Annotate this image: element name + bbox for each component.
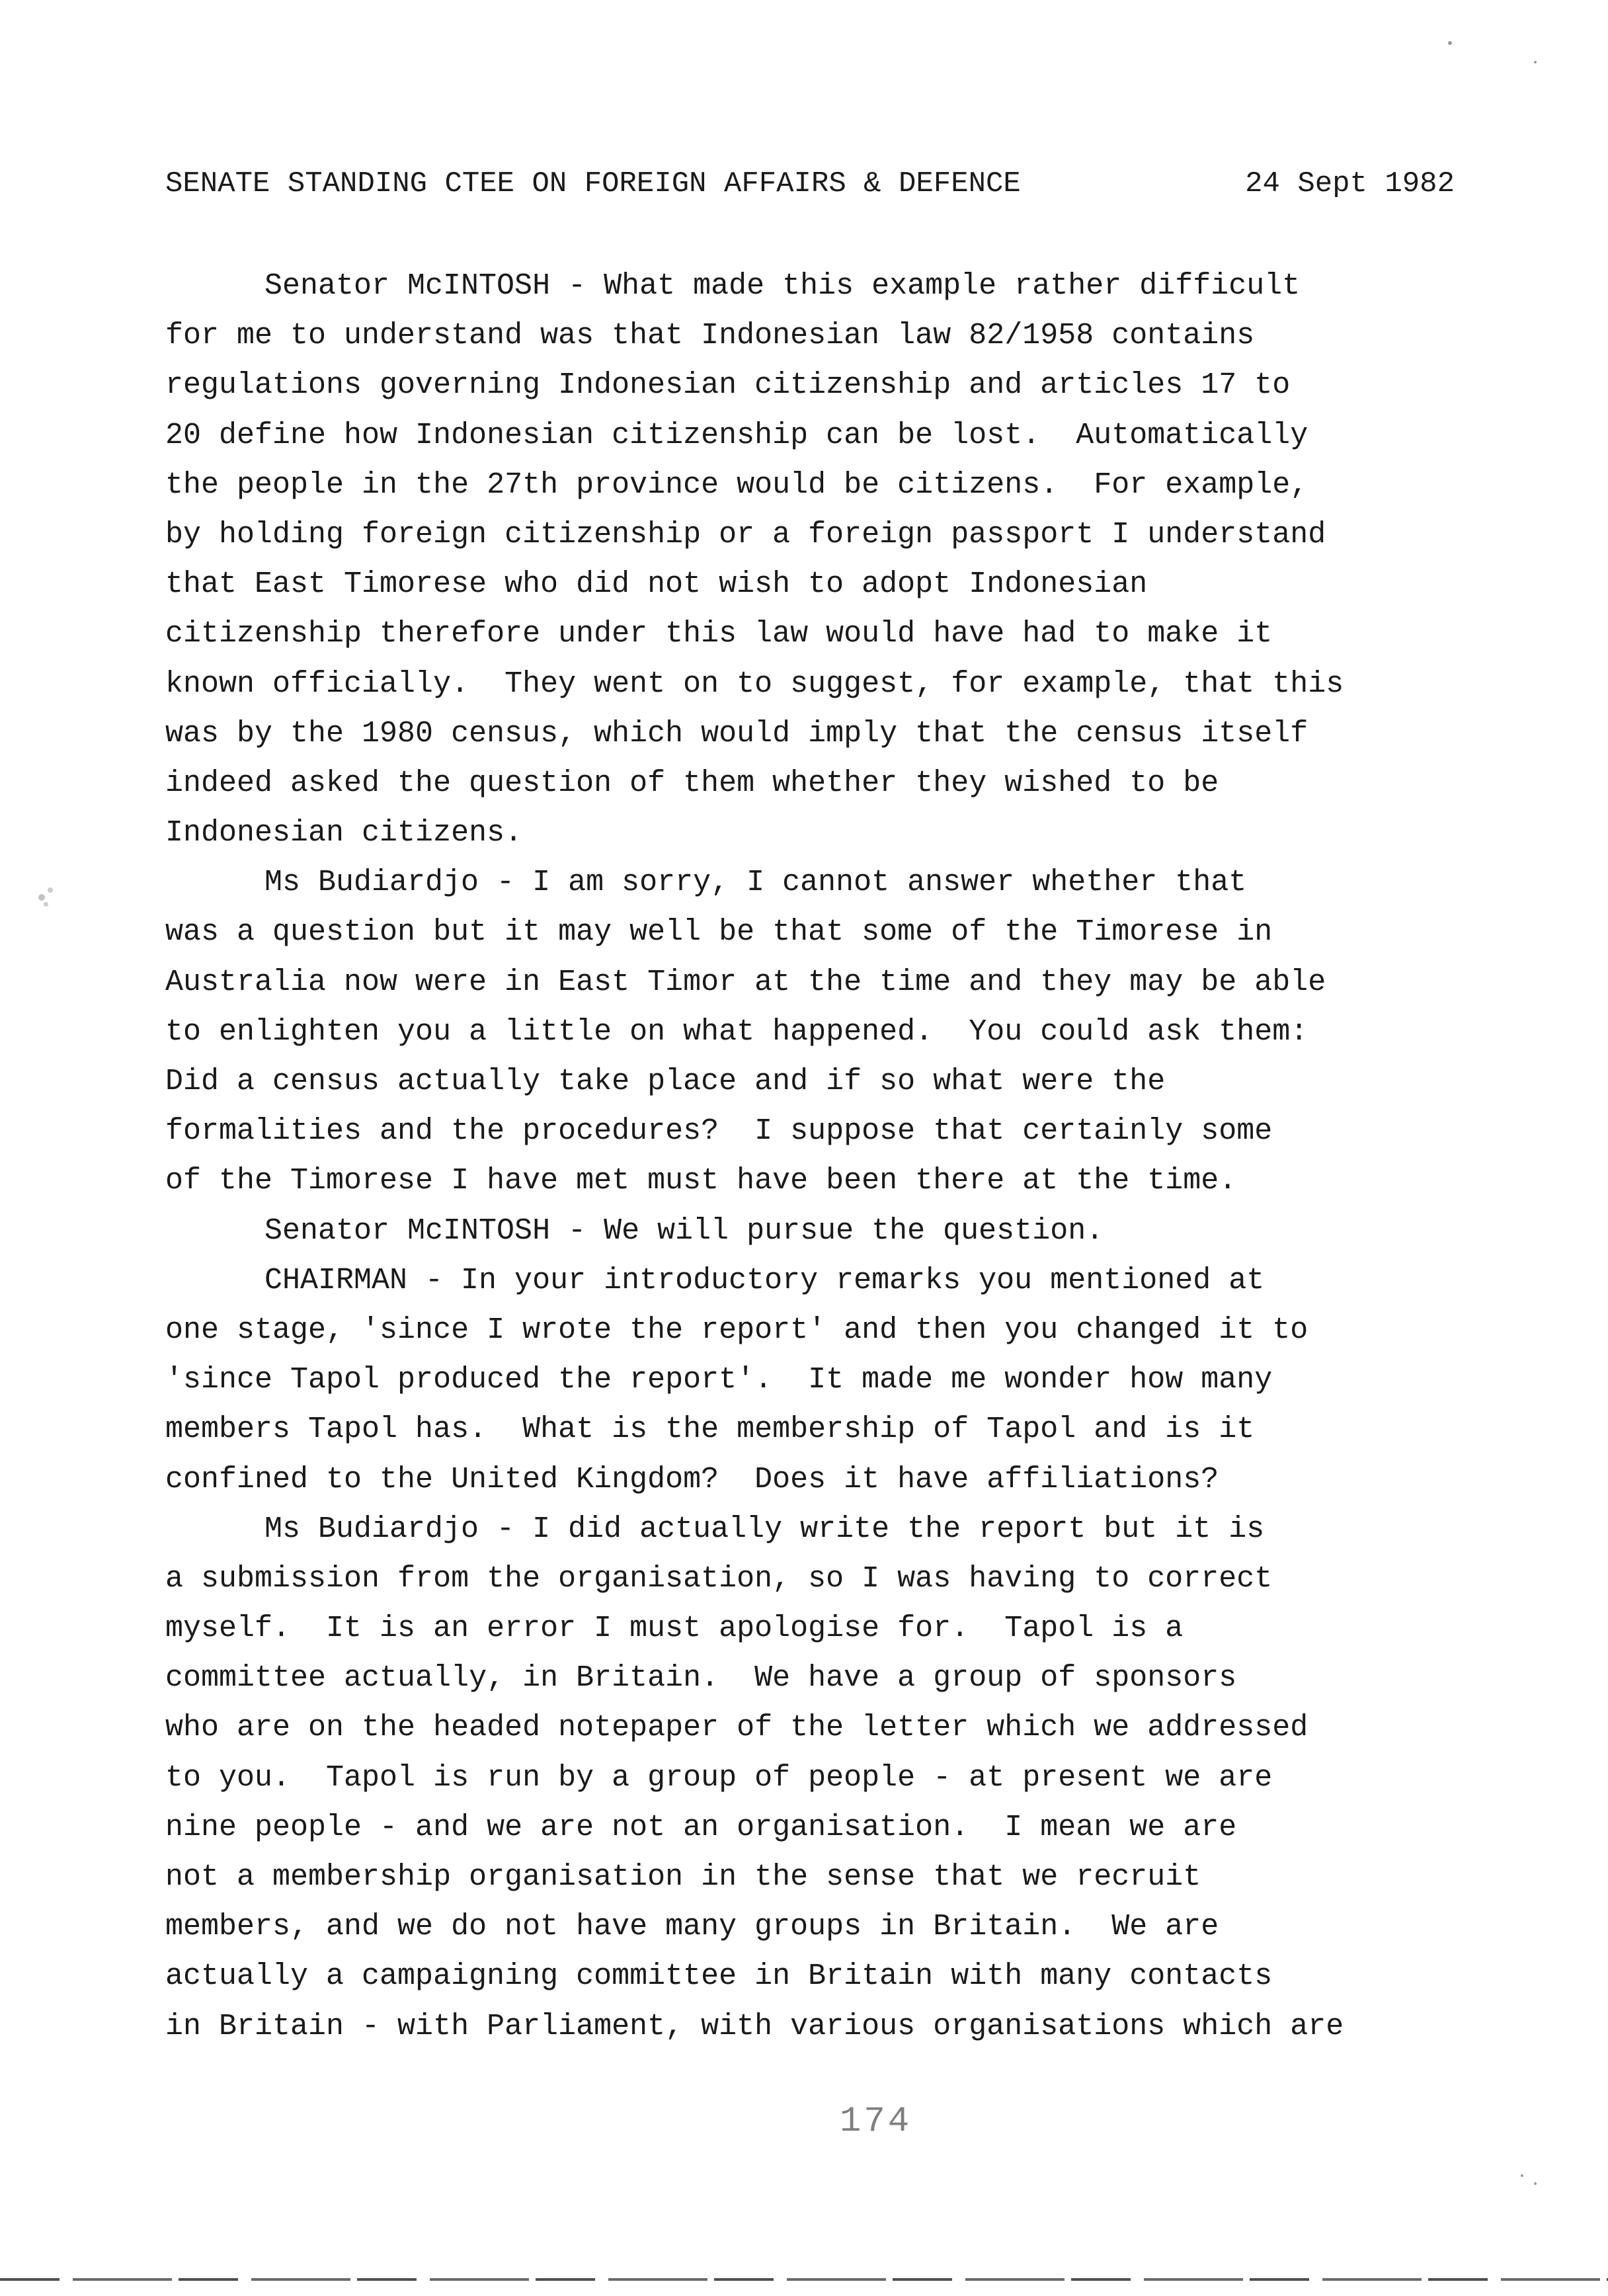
text-line: the people in the 27th province would be citizens. For example, [165,468,1308,502]
text-line: for me to understand was that Indonesian law 82/1958 contains [165,319,1255,353]
text-line: CHAIRMAN - In your introductory remarks you mentioned at [264,1263,1265,1297]
text-line: formalities and the procedures? I suppose that certainly some [165,1114,1273,1149]
scan-speck [44,902,48,907]
scan-speck [38,894,45,901]
text-line: known officially. They went on to suggest, for example, that this [165,667,1344,701]
text-line: members, and we do not have many groups in Britain. We are [165,1910,1219,1944]
text-line: was by the 1980 census, which would imply that the census itself [165,716,1308,751]
text-line: myself. It is an error I must apologise for. Tapol is a [165,1612,1184,1646]
text-line: 'since Tapol produced the report'. It made me wonder how many [165,1363,1273,1397]
text-line: Ms Budiardjo - I am sorry, I cannot answer whether that [264,866,1247,900]
text-line: confined to the United Kingdom? Does it have affiliations? [165,1462,1219,1496]
text-line: members Tapol has. What is the membership of Tapol and is it [165,1413,1255,1447]
text-line: nine people - and we are not an organisation. I mean we are [165,1810,1237,1844]
text-line: that East Timorese who did not wish to adopt Indonesian [165,567,1148,602]
scan-speck [48,887,53,893]
text-line: Did a census actually take place and if so what were the [165,1065,1166,1098]
text-line: who are on the headed notepaper of the letter which we addressed [165,1711,1308,1745]
text-line: not a membership organisation in the sense that we recruit [165,1860,1201,1894]
text-line: Australia now were in East Timor at the time and they may be able [165,965,1326,999]
text-line: committee actually, in Britain. We have a group of sponsors [165,1661,1237,1696]
text-line: was a question but it may well be that some of the Timorese in [165,915,1273,950]
transcript-body [165,261,1488,2051]
text-line: indeed asked the question of them whether they wished to be [165,766,1219,800]
scan-edge-line [0,2278,1608,2281]
text-line: to enlighten you a little on what happened. You could ask them: [165,1014,1308,1049]
scan-speck [1534,61,1537,63]
text-line: of the Timorese I have met must have been there at the time. [165,1164,1237,1198]
text-line: Indonesian citizens. [165,816,523,850]
text-line: a submission from the organisation, so I was having to correct [165,1561,1273,1596]
text-line: Senator McINTOSH - We will pursue the question. [264,1213,1104,1248]
text-line: one stage, 'since I wrote the report' and then you changed it to [165,1313,1308,1347]
text-line: Senator McINTOSH - What made this example rather difficult [264,269,1301,303]
text-line: to you. Tapol is run by a group of people - at present we are [165,1760,1273,1795]
text-line: 20 define how Indonesian citizenship can be lost. Automatically [165,418,1308,452]
text-line: by holding foreign citizenship or a foreign passport I understand [165,517,1326,552]
header-date: 24 Sept 1982 [1245,167,1455,200]
text-line: citizenship therefore under this law would have had to make it [165,617,1273,651]
text-line: actually a campaigning committee in Britain with many contacts [165,1959,1273,1994]
scan-speck [1534,2182,1537,2185]
text-line: regulations governing Indonesian citizenship and articles 17 to [165,368,1291,403]
text-line: in Britain - with Parliament, with various organisations which are [165,2009,1344,2043]
scan-speck [1448,41,1452,45]
header-title: SENATE STANDING CTEE ON FOREIGN AFFAIRS & DEFENCE [165,167,1021,200]
text-line: Ms Budiardjo - I did actually write the report but it is [264,1512,1265,1546]
page-number: 174 [840,2102,912,2142]
scan-speck [1521,2174,1523,2177]
